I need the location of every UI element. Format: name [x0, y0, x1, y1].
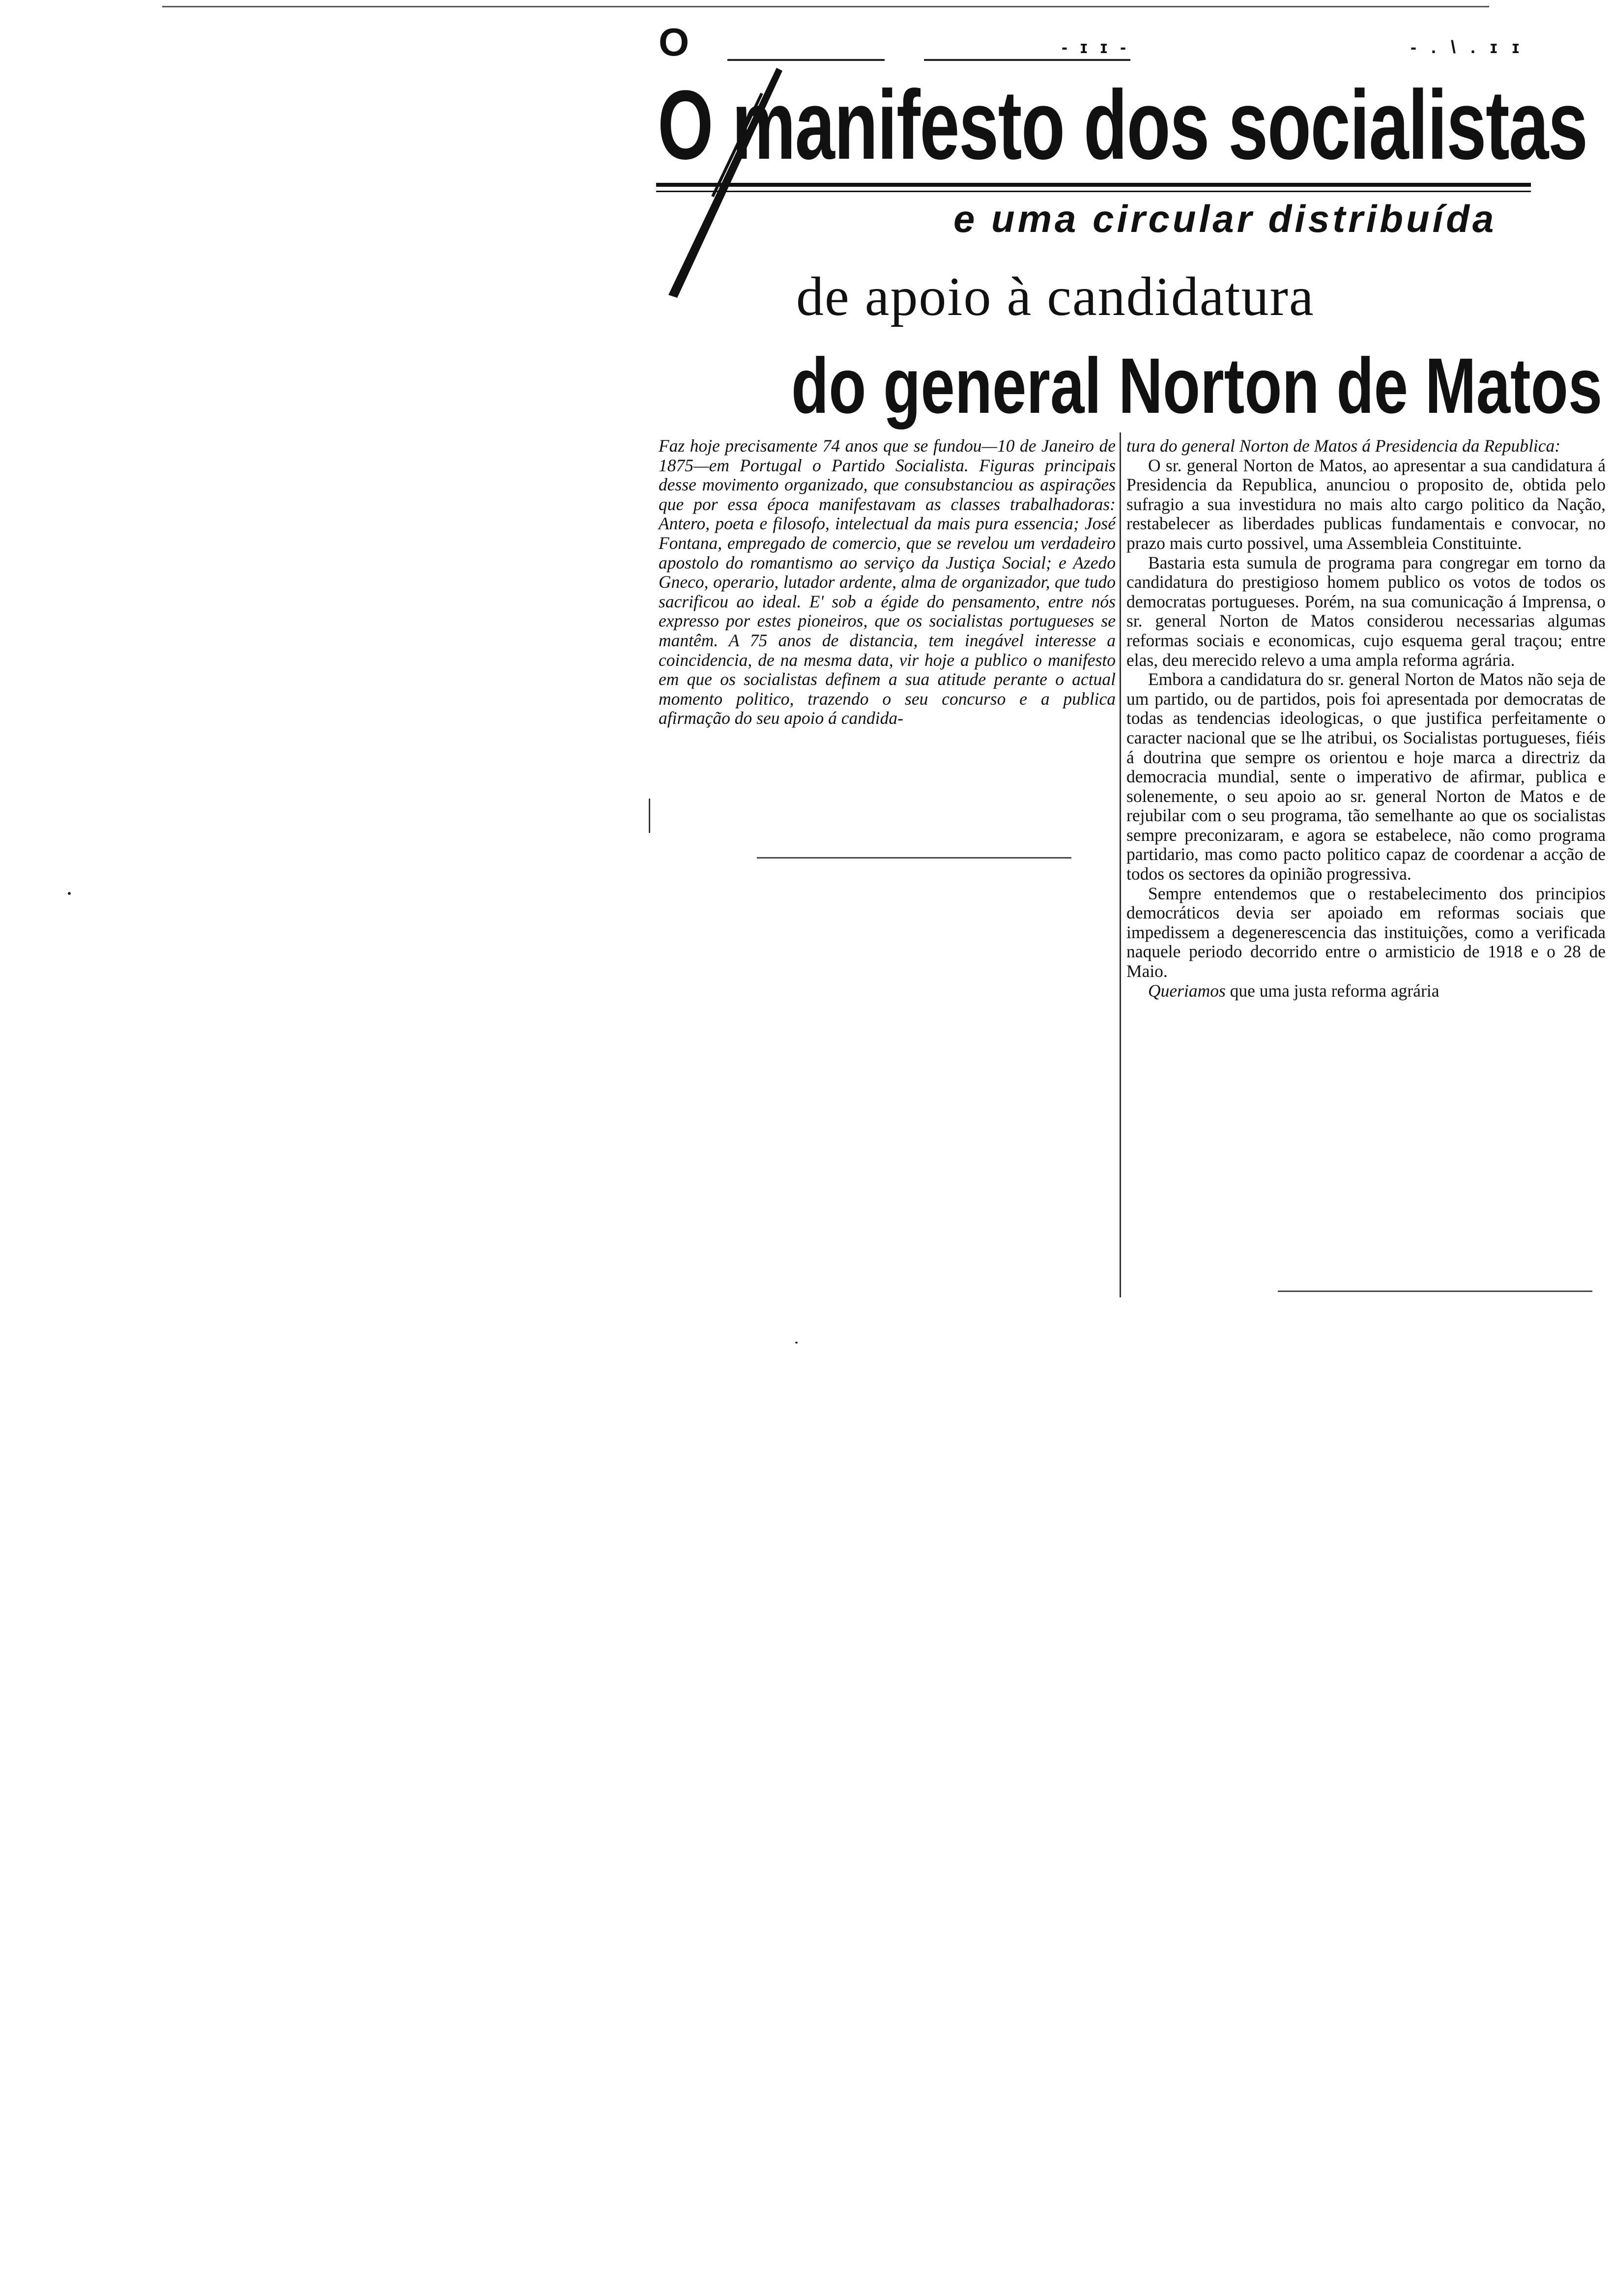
final-lead-word: Queriamos [1148, 980, 1226, 1001]
column-manifesto [1126, 436, 1606, 1001]
column-intro [659, 436, 1116, 728]
scan-speck [68, 892, 71, 895]
page-top-rule [162, 6, 1489, 7]
kicker-rule-left [727, 59, 885, 61]
continuation-line: tura do general Norton de Matos á Presidencia da Republica: [1126, 436, 1561, 456]
subhead-line-1: e uma circular distribuída [953, 197, 1497, 240]
column-divider [1120, 432, 1121, 1297]
final-rest-text: que uma justa reforma agrária [1230, 980, 1439, 1001]
manifesto-paragraph-1: O sr. general Norton de Matos, ao apresentar a sua candidatura á Presidencia da Republica, anunciou o proposito de, obtida pelo sufragio a sua investidura no mais alto cargo politico da Nação, restabelecer as liberdades publicas fundamentais e convocar, no prazo mais curto possivel, uma Assembleia Constituinte. [1126, 455, 1606, 553]
kicker-rule-right [924, 59, 1130, 61]
column-manifesto-end-rule [1278, 1291, 1592, 1292]
kicker-ticks-right: - . \ . ɪ ɪ [1410, 37, 1525, 57]
column-intro-end-rule [757, 857, 1071, 859]
headline-rule-thin [656, 191, 1531, 192]
ink-slash-mark [654, 64, 786, 315]
subhead-line-3: do general Norton de Matos [791, 342, 1603, 430]
manifesto-paragraph-5 [1126, 981, 1606, 1001]
subhead-line-2: de apoio à candidatura [796, 266, 1315, 327]
kicker-line [659, 20, 1583, 64]
manifesto-paragraph-2: Bastaria esta sumula de programa para congregar em torno da candidatura do prestigioso homem publico os votos de todos os democratas portugueses. Porém, na sua comunicação á Imprensa, o sr. general Norton de Matos considerou necessarias algumas reformas sociais e economicas, cujo esquema geral traçou; entre elas, deu merecido relevo a uma ampla reforma agrária. [1126, 552, 1606, 670]
manifesto-paragraph-3: Embora a candidatura do sr. general Norton de Matos não seja de um partido, ou de partidos, pois foi apresentada por democratas de todas as tendencias ideologicas, o que justifica perfeitamente o caracter nacional que se lhe atribui, os Socialistas portugueses, fiéis á doutrina que sempre os orientou e hoje marca a directriz da democracia mundial, sente o imperativo de afirmar, publica e solenemente, o seu apoio ao sr. general Norton de Matos e de rejubilar com o seu programa, tão semelhante ao que os socialistas sempre preconizaram, e agora se estabelece, não como programa partidario, mas como pacto politico capaz de coordenar a acção de todos os sectores da opinião progressiva. [1126, 669, 1606, 884]
kicker-letter: O [659, 20, 690, 64]
manifesto-paragraph-4: Sempre entendemos que o restabelecimento dos principios democráticos devia ser apoiado em reformas sociais que impedissem a degenerescencia das instituições, como a verificada naquele periodo decorrido entre o armisticio de 1918 e o 28 de Maio. [1126, 883, 1606, 981]
headline-rule-thick [656, 183, 1531, 187]
column-intro-margin-mark [649, 799, 650, 833]
headline: O manifesto dos socialistas [658, 70, 1587, 180]
scan-speck [795, 1342, 798, 1344]
kicker-ticks-mid: - ɪ ɪ - [1062, 37, 1130, 57]
intro-paragraph: Faz hoje precisamente 74 anos que se fundou—10 de Janeiro de 1875—em Portugal o Partido Socialista. Figuras principais desse movimento organizado, que consubstanciou as aspirações que por essa época manifestavam as classes trabalhadoras: Antero, poeta e filosofo, intelectual da mais pura essencia; José Fontana, empregado de comercio, que se revelou um verdadeiro apostolo do romantismo ao serviço da Justiça Social; e Azedo Gneco, operario, lutador ardente, alma de organizador, que tudo sacrificou ao ideal. E' sob a égide do pensamento, entre nós expresso por estes pioneiros, que os socialistas portugueses se mantêm. A 75 anos de distancia, tem inegável interesse a coincidencia, de na mesma data, vir hoje a publico o manifesto em que os socialistas definem a sua atitude perante o actual momento politico, trazendo o seu concurso e a publica afirmação do seu apoio á candida- [659, 436, 1116, 728]
